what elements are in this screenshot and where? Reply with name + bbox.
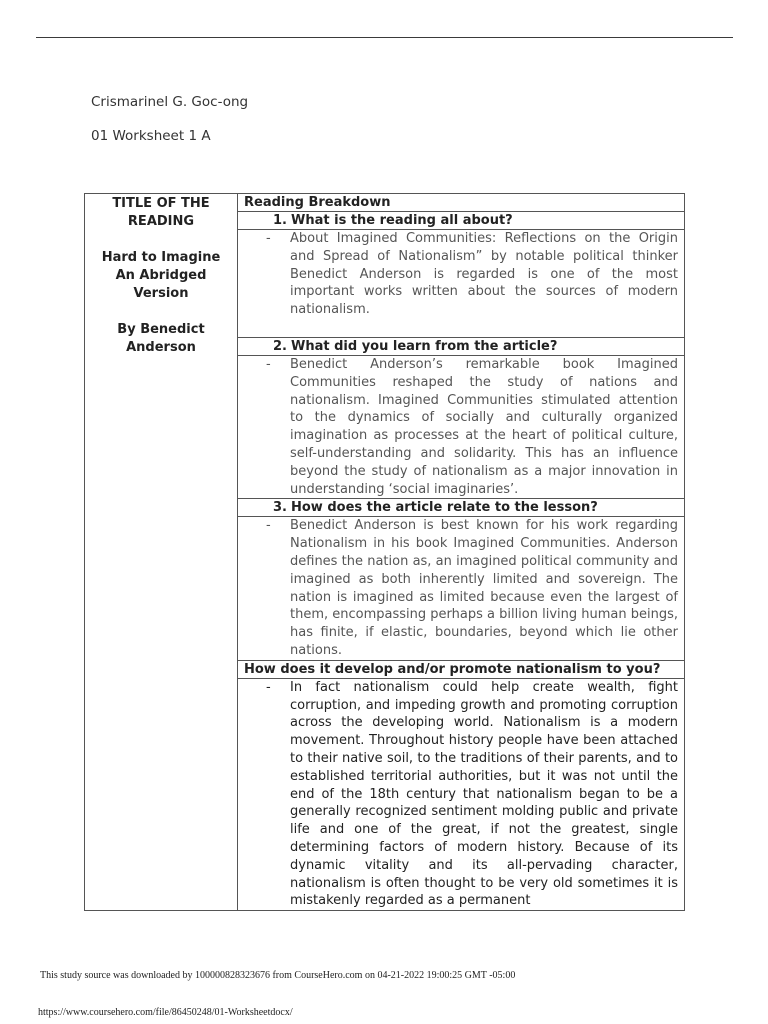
- answer-4: - In fact nationalism could help create wealth, fight corruption, and impeding growth and promoting corruption across the developing world. Nationalism is a modern movement. Throughout history people have been attached to their native soil, to the traditions of their parents, and to established territorial authorities, but it was not until the end of the 18th century that nationalism began to be a generally recognized sentiment molding public and private life and one of the great, if not the greatest, single determining factors of modern history. Because of its dynamic vitality and its all-pervading character, nationalism is often thought to be very old sometimes it is mistakenly regarded as a permanent: [238, 678, 685, 910]
- title-heading: TITLE OF THE READING: [112, 196, 210, 229]
- reading-title-cell: [85, 194, 238, 911]
- reading-author: By Benedict Anderson: [117, 322, 205, 355]
- question-4: How does it develop and/or promote nationalism to you?: [238, 660, 685, 678]
- answer-3: - Benedict Anderson is best known for his work regarding Nationalism in his book Imagined Communities. Anderson defines the nation as, an imagined political community and imagined as both inherently limited and sovereign. The nation is imagined as limited because even the largest of them, encompassing perhaps a billion living human beings, has finite, if elastic, boundaries, beyond which lie other nations.: [238, 517, 685, 660]
- question-2: 2. What did you learn from the article?: [238, 338, 685, 356]
- worksheet-label: 01 Worksheet 1 A: [91, 128, 211, 144]
- download-notice: This study source was downloaded by 100000828323676 from CourseHero.com on 04-21-2022 19:00:25 GMT -05:00: [40, 970, 516, 981]
- source-url[interactable]: https://www.coursehero.com/file/86450248/01-Worksheetdocx/: [38, 1007, 293, 1018]
- reading-title: Hard to Imagine An Abridged Version: [101, 250, 221, 301]
- author-name: Crismarinel G. Goc-ong: [91, 94, 249, 110]
- question-1: 1. What is the reading all about?: [238, 212, 685, 230]
- answer-2: - Benedict Anderson’s remarkable book Imagined Communities reshaped the study of nations and nationalism. Imagined Communities stimulated attention to the dynamics of socially and culturally organized imagination as processes at the heart of political culture, self-understanding and solidarity. This has an influence beyond the study of nationalism as a major innovation in understanding ‘social imaginaries’.: [238, 356, 685, 499]
- worksheet-table: [84, 193, 685, 911]
- top-divider: [36, 37, 733, 38]
- question-3: 3. How does the article relate to the lesson?: [238, 499, 685, 517]
- breakdown-header: Reading Breakdown: [238, 194, 685, 212]
- answer-1: - About Imagined Communities: Reflections on the Origin and Spread of Nationalism” by notable political thinker Benedict Anderson is regarded is one of the most important works written about the sources of modern nationalism.: [238, 230, 685, 338]
